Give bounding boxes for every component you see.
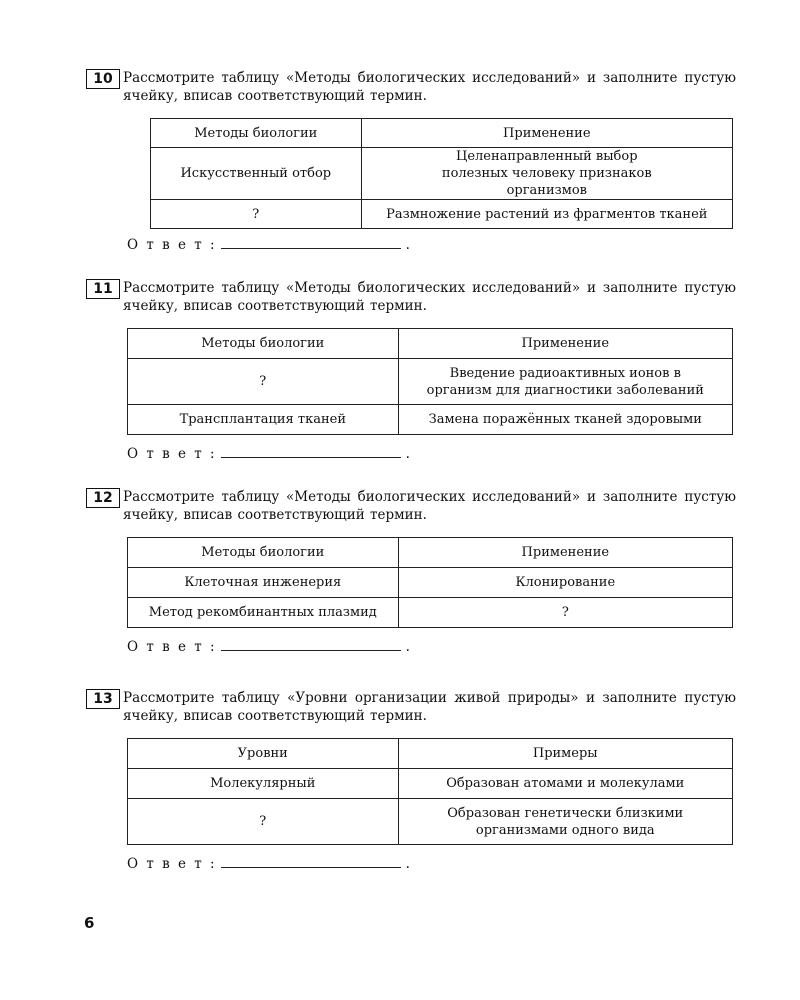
task-13: [86, 689, 736, 725]
answer-line: [127, 638, 412, 655]
answer-input-field[interactable]: [221, 638, 401, 651]
table-cell: Клонирование: [398, 568, 732, 598]
answer-line: [127, 236, 412, 253]
table-header-cell: Применение: [398, 538, 732, 568]
task-prompt: Рассмотрите таблицу «Методы биологических исследований» и заполните пустую ячейку, вписав соответствующий термин.: [123, 70, 736, 104]
table-cell: Замена поражённых тканей здоровыми: [398, 405, 732, 435]
task-12: [86, 488, 736, 524]
table-header-cell: Применение: [361, 119, 732, 148]
table-cell: Искусственный отбор: [151, 148, 362, 200]
table-cell: Клеточная инженерия: [128, 568, 399, 598]
task-table: [127, 537, 733, 628]
table-header-cell: Методы биологии: [128, 329, 399, 359]
table-cell-blank[interactable]: ?: [128, 359, 399, 405]
task-number-box: 13: [86, 689, 120, 709]
table-cell: Целенаправленный выбор полезных человеку признаков организмов: [361, 148, 732, 200]
answer-label: О т в е т :: [127, 856, 217, 872]
table-row: [128, 598, 733, 628]
task-table: [127, 328, 733, 435]
task-prompt: Рассмотрите таблицу «Методы биологических исследований» и заполните пустую ячейку, вписав соответствующий термин.: [123, 489, 736, 523]
answer-label: О т в е т :: [127, 639, 217, 655]
task-number-box: 12: [86, 488, 120, 508]
table-cell: Образован генетически близкими организмами одного вида: [398, 799, 732, 845]
task-number-box: 11: [86, 279, 120, 299]
answer-label: О т в е т :: [127, 446, 217, 462]
table-cell-blank[interactable]: ?: [128, 799, 399, 845]
answer-input-field[interactable]: [221, 236, 401, 249]
answer-period: .: [405, 237, 412, 253]
answer-period: .: [405, 856, 412, 872]
table-cell-blank[interactable]: ?: [398, 598, 732, 628]
table-cell: Образован атомами и молекулами: [398, 769, 732, 799]
table-header-row: [151, 119, 733, 148]
table-row: [128, 359, 733, 405]
table-row: [128, 568, 733, 598]
task-11: [86, 279, 736, 315]
table-header-row: [128, 538, 733, 568]
table-row: [128, 405, 733, 435]
task-10: [86, 69, 736, 105]
table-row: [151, 148, 733, 200]
page-number: 6: [84, 914, 95, 932]
task-prompt: Рассмотрите таблицу «Методы биологических исследований» и заполните пустую ячейку, вписав соответствующий термин.: [123, 280, 736, 314]
answer-label: О т в е т :: [127, 237, 217, 253]
table-cell: Введение радиоактивных ионов в организм для диагностики заболеваний: [398, 359, 732, 405]
answer-input-field[interactable]: [221, 855, 401, 868]
table-header-cell: Методы биологии: [128, 538, 399, 568]
task-number-box: 10: [86, 69, 120, 89]
table-header-cell: Уровни: [128, 739, 399, 769]
answer-period: .: [405, 639, 412, 655]
table-header-row: [128, 739, 733, 769]
table-header-row: [128, 329, 733, 359]
answer-period: .: [405, 446, 412, 462]
task-table: [127, 738, 733, 845]
answer-line: [127, 855, 412, 872]
table-cell: Молекулярный: [128, 769, 399, 799]
answer-input-field[interactable]: [221, 445, 401, 458]
table-header-cell: Методы биологии: [151, 119, 362, 148]
table-cell: Размножение растений из фрагментов тканей: [361, 200, 732, 229]
table-row: [128, 799, 733, 845]
task-table: [150, 118, 733, 229]
table-cell: Трансплантация тканей: [128, 405, 399, 435]
task-prompt: Рассмотрите таблицу «Уровни организации живой природы» и заполните пустую ячейку, вписав соответствующий термин.: [123, 690, 736, 724]
table-header-cell: Примеры: [398, 739, 732, 769]
table-cell-blank[interactable]: ?: [151, 200, 362, 229]
answer-line: [127, 445, 412, 462]
table-row: [151, 200, 733, 229]
table-row: [128, 769, 733, 799]
table-header-cell: Применение: [398, 329, 732, 359]
table-cell: Метод рекомбинантных плазмид: [128, 598, 399, 628]
